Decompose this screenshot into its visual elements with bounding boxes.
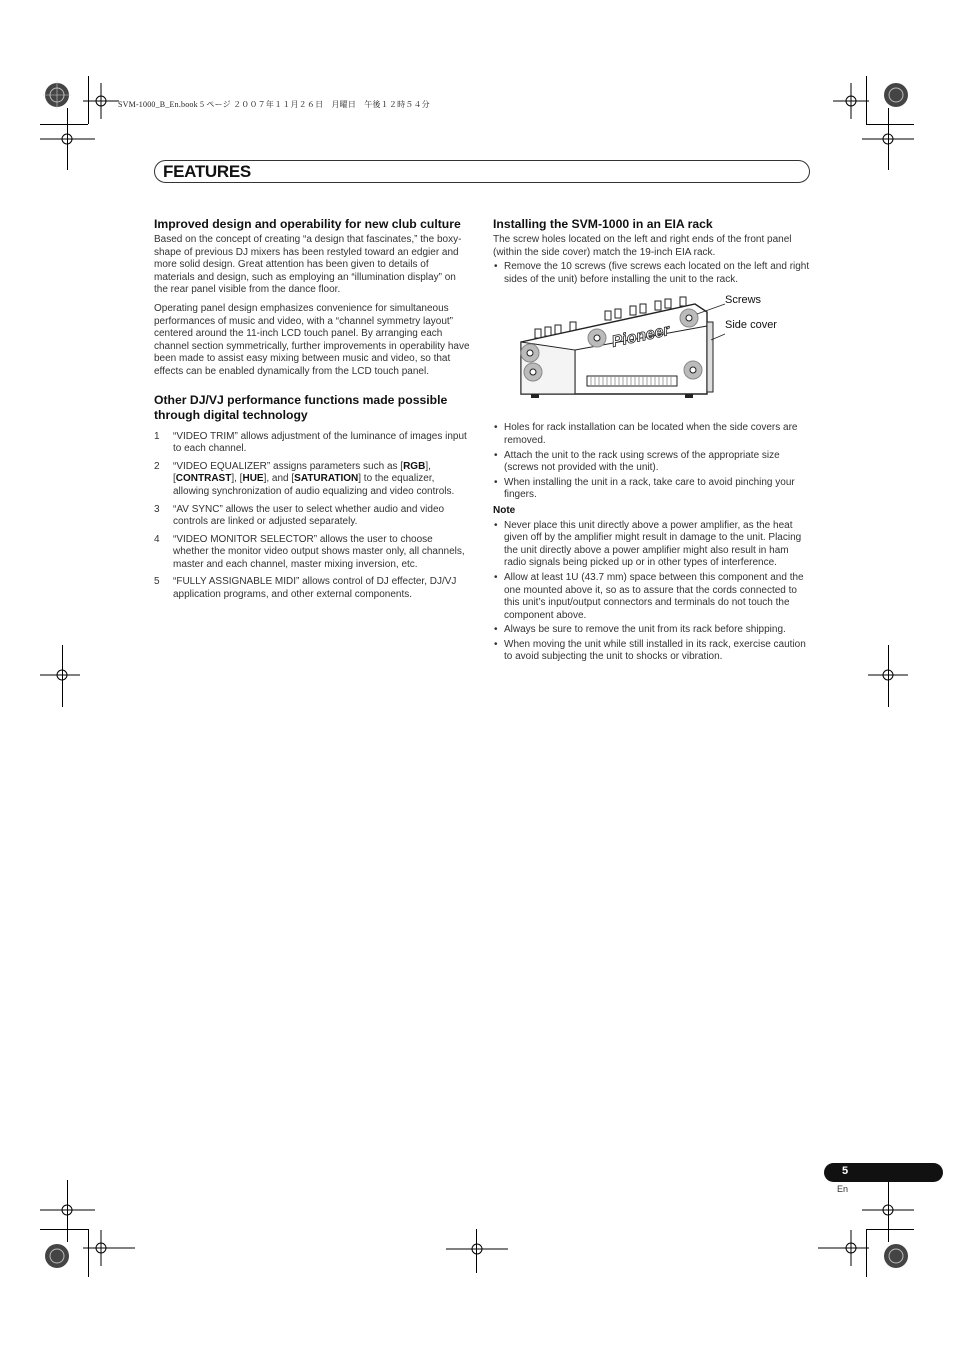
- registration-mark-icon: [818, 78, 938, 168]
- item-number: 4: [154, 533, 160, 545]
- registration-mark-icon: [818, 1190, 938, 1280]
- rack-installation-figure: [493, 294, 813, 414]
- removal-bullet: [493, 261, 813, 286]
- paragraph: Based on the concept of creating “a design that fascinates,” the boxy-shape of previous DJ mixers has been restyled toward an edgier and more solid design. Great attention has been given to details of materials and design, such as employing an “illumination display” on the rear panel visible from the dance floor.: [154, 234, 462, 296]
- keyword-saturation: SATURATION: [294, 473, 359, 485]
- paragraph: The screw holes located on the left and right ends of the front panel (within the side cover) match the 19-inch EIA rack.: [493, 234, 792, 258]
- item-text: ], [: [173, 460, 431, 485]
- pioneer-logo: Pioneer: [610, 322, 672, 352]
- feature-list: [154, 431, 470, 602]
- left-column: [154, 217, 470, 607]
- registration-mark-icon: [40, 78, 160, 168]
- list-item: [154, 461, 470, 499]
- item-text: “VIDEO EQUALIZER” assigns parameters such as [: [173, 460, 404, 472]
- item-text: “VIDEO TRIM” allows adjustment of the luminance of images input to each channel.: [173, 430, 467, 455]
- page-number-tab: [824, 1163, 943, 1182]
- heading-eia-rack: Installing the SVM-1000 in an EIA rack: [493, 217, 713, 231]
- item-text: ], and [: [263, 473, 295, 485]
- registration-mark-icon: [446, 1235, 510, 1265]
- right-column: [493, 217, 813, 666]
- list-item: • Attach the unit to the rack using screws of the appropriate size (screws not provided with the unit).: [493, 450, 813, 475]
- registration-mark-icon: [40, 1190, 160, 1280]
- item-text: “VIDEO MONITOR SELECTOR” allows the user to choose whether the monitor video output shows master only, all channels, master and each channel, master mixing inversion, etc.: [173, 533, 465, 570]
- paragraph: Operating panel design emphasizes convenience for simultaneous performances of music and video, with a “channel symmetry layout” centered around the 11-inch LCD touch panel. By arranging each channel section symmetrically, further improvements in operability have been made to assist easy mixing between music and video, so that effects can be enabled dynamically from the LCD touch panel.: [154, 302, 470, 377]
- list-item: • Allow at least 1U (43.7 mm) space between this component and the one mounted above it, so as to assure that the cords connected to this unit’s input/output connectors and terminals do not touch the component above.: [493, 572, 813, 622]
- page-number: 5: [842, 1165, 849, 1177]
- list-item: • Remove the 10 screws (five screws each located on the left and right sides of the unit) before installing the unit to the rack.: [493, 261, 813, 286]
- registration-mark-icon: [868, 660, 908, 690]
- list-item: • Always be sure to remove the unit from its rack before shipping.: [493, 624, 813, 637]
- keyword-contrast: CONTRAST: [175, 473, 232, 485]
- mixer-side-illustration: [515, 294, 745, 414]
- section-title: FEATURES: [163, 162, 251, 181]
- note-list: [493, 520, 813, 665]
- list-item: • When installing the unit in a rack, take care to avoid pinching your fingers.: [493, 477, 813, 502]
- section-header-bar: [154, 160, 810, 183]
- list-item: [154, 504, 470, 529]
- list-item: [154, 431, 470, 456]
- keyword-rgb: RGB: [403, 460, 426, 472]
- list-item: • Holes for rack installation can be located when the side covers are removed.: [493, 422, 813, 447]
- page-language: En: [837, 1184, 849, 1194]
- list-item: • When moving the unit while still installed in its rack, exercise caution to avoid subjecting the unit to shocks or vibration.: [493, 639, 813, 664]
- item-number: 2: [154, 460, 160, 472]
- item-number: 3: [154, 503, 160, 515]
- list-item: • Never place this unit directly above a power amplifier, as the heat given off by the amplifier might result in damage to the unit. Placing the unit directly above a power amplifier might also result in ham radio signals being picked up or in other types of interference.: [493, 520, 813, 570]
- label-screws: Screws: [725, 294, 762, 307]
- item-text: ] to the equalizer, allowing synchronization of audio equalizing and video controls.: [173, 473, 455, 497]
- heading-improved-design: Improved design and operability for new club culture: [154, 217, 461, 231]
- item-number: 1: [154, 430, 160, 442]
- item-number: 5: [154, 576, 160, 588]
- note-heading: Note: [493, 504, 516, 516]
- keyword-hue: HUE: [242, 473, 264, 485]
- list-item: [154, 534, 470, 572]
- label-side-cover: Side cover: [725, 319, 777, 332]
- heading-djvj-functions: Other DJ/VJ performance functions made possible through digital technology: [154, 392, 448, 422]
- book-file-info: SVM-1000_B_En.book 5 ページ ２００７年１１月２６日 月曜日 午後１２時５４分: [118, 100, 430, 109]
- item-text: ], [: [231, 473, 243, 485]
- registration-mark-icon: [40, 660, 80, 690]
- item-text: “AV SYNC” allows the user to select whether audio and video controls are linked or adjusted separately.: [173, 503, 445, 528]
- item-text: “FULLY ASSIGNABLE MIDI” allows control of DJ effecter, DJ/VJ application programs, and other external components.: [173, 576, 457, 601]
- list-item: [154, 576, 470, 601]
- install-bullets: [493, 422, 813, 502]
